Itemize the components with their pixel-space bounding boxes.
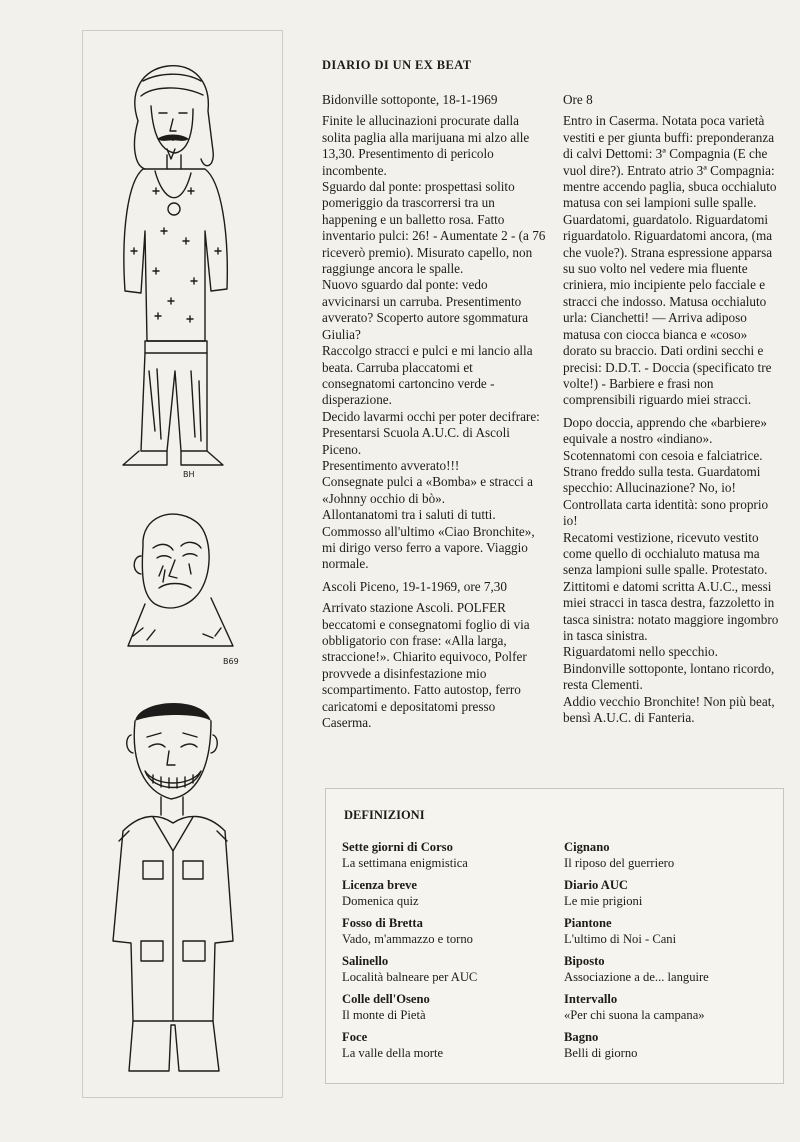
definition-item	[564, 877, 774, 906]
article-left-column	[322, 92, 546, 731]
definitions-left-list	[342, 839, 552, 1067]
definition-item	[342, 991, 552, 1020]
article-title: DIARIO DI UN EX BEAT	[322, 58, 472, 72]
definition-term: Fosso di Bretta	[342, 916, 423, 930]
diary-paragraph: Nuovo sguardo dal ponte: vedo avvicinarsi un carruba. Presentimento avverato? Scoperto autore sgommatura Giulia?	[322, 277, 529, 342]
definition-meaning: Vado, m'ammazzo e torno	[342, 932, 473, 946]
diary-paragraph: Arrivato stazione Ascoli. POLFER beccatomi e consegnatomi foglio di via obbligatorio con frase: «Alla larga, straccione!». Chiarito equivoco, Polfer provvede a disinfestazione mio scompartimento. Fatto autostop, ferro caricatomi e depositatomi presso Caserma.	[322, 600, 530, 731]
definition-item	[342, 953, 552, 982]
definition-meaning: «Per chi suona la campana»	[564, 1008, 705, 1022]
definition-term: Foce	[342, 1030, 368, 1044]
diary-paragraph: Recatomi vestizione, ricevuto vestito come quello di occhialuto matusa ma senza lampioni sulle spalle. Protestato. Zittitomi e datomi scritta A.U.C., messi miei stracci in tasca destra, fazzoletto in tasca sinistra: notato maggiore ingombro in tasca sinistra.	[563, 529, 779, 643]
definition-item	[564, 953, 774, 982]
definition-item	[342, 1029, 552, 1058]
definition-term: Intervallo	[564, 992, 618, 1006]
definition-meaning: Associazione a de... languire	[564, 970, 709, 984]
definition-meaning: La valle della morte	[342, 1046, 444, 1060]
diary-paragraph: Consegnate pulci a «Bomba» e stracci a «Johnny occhio di bò».	[322, 474, 533, 506]
definition-term: Colle dell'Oseno	[342, 992, 430, 1006]
definition-term: Licenza breve	[342, 878, 417, 892]
definition-item	[564, 839, 774, 868]
definition-item	[564, 991, 774, 1020]
illustrations-panel	[82, 30, 283, 1098]
definition-meaning: Le mie prigioni	[564, 894, 643, 908]
diary-paragraph: Bindonville sottoponte, lontano ricordo, resta Clementi.	[563, 660, 775, 693]
diary-entry-heading: Bidonville sottoponte, 18-1-1969	[322, 92, 498, 107]
definition-term: Sette giorni di Corso	[342, 840, 453, 854]
definition-item	[342, 915, 552, 944]
definition-term: Salinello	[342, 954, 389, 968]
diary-paragraph: Allontanatomi tra i saluti di tutti. Commosso all'ultimo «Ciao Bronchite», mi dirigo verso ferro a vapore. Viaggio normale.	[322, 507, 535, 572]
definition-meaning: Belli di giorno	[564, 1046, 638, 1060]
definitions-title: DEFINIZIONI	[344, 808, 425, 822]
diary-entry-heading: Ore 8	[563, 92, 593, 107]
article-right-column	[563, 92, 782, 726]
svg-text:B69: B69	[223, 657, 239, 666]
diary-paragraph: Sguardo dal ponte: prospettasi solito pomeriggio da trascorrersi tra un happening e un balletto rosa. Fatto inventario pulci: 26! - Aumentate 2 - (a 76 riceverò premio). Misurato capello, non raggiunge ancora le spalle.	[322, 179, 546, 277]
definition-term: Bagno	[564, 1030, 599, 1044]
definition-item	[564, 915, 774, 944]
diary-paragraph: Finite le allucinazioni procurate dalla solita paglia alla marijuana mi alzo alle 13,30. Presentimento di pericolo incombente.	[322, 113, 530, 178]
definition-meaning: Domenica quiz	[342, 894, 419, 908]
definition-term: Diario AUC	[564, 878, 629, 892]
definition-term: Cignano	[564, 840, 610, 854]
definition-meaning: Il riposo del guerriero	[564, 856, 675, 870]
definitions-right-list	[564, 839, 774, 1067]
diary-paragraph: Entro in Caserma. Notata poca varietà vestiti e per giunta buffi: preponderanza di calvi Dettomi: 3ª Compagnia (E che vuol dire?). Entrato atrio 3ª Compagnia: mentre accendo paglia, sbuca occhialuto matusa con sei lampioni sulle spalle. Guardatomi, guardatolo. Riguardatomi riguardatolo. Riguardatomi ancora, (ma che vuole?). Strana espressione apparsa su suo volto nel vedere mia fluente criniera, mio incipiente pelo facciale e stracci che indosso. Matusa occhialuto urla: Cianchetti! — Arriva adiposo matusa con ciocca bianca e «coso» dorato su braccio. Dati ordini secchi e precisi: D.D.T. - Doccia (specificato tre volte!) - Barbiere e frasi non comprensibili riguardo miei stracci.	[563, 113, 777, 408]
definition-meaning: La settimana enigmistica	[342, 856, 468, 870]
diary-paragraph: Addio vecchio Bronchite! Non più beat, bensì A.U.C. di Fanteria.	[563, 693, 775, 726]
grinning-soldier-cartoon	[83, 691, 282, 1091]
diary-entry-heading: Ascoli Piceno, 19-1-1969, ore 7,30	[322, 578, 507, 594]
definition-meaning: Il monte di Pietà	[342, 1008, 426, 1022]
crying-shaved-recruit-cartoon	[83, 486, 282, 686]
definition-term: Biposto	[564, 954, 605, 968]
diary-paragraph: Presentimento avverato!!!	[322, 457, 460, 473]
diary-paragraph: Dopo doccia, apprendo che «barbiere» equivale a nostro «indiano». Scotennatomi con cesoia e falciatrice. Strano freddo sulla testa. Guardatomi specchio: Allucinazione? No, io! Controllata carta identità: sono proprio io!	[563, 414, 769, 529]
beat-hippie-cartoon	[83, 51, 282, 481]
definition-item	[342, 839, 552, 868]
diary-paragraph: Raccolgo stracci e pulci e mi lancio alla beata. Carruba placcatomi et consegnatomi cartoncino verde - disperazione.	[322, 343, 533, 408]
definition-term: Piantone	[564, 916, 612, 930]
diary-paragraph: Decido lavarmi occhi per poter decifrare: Presentarsi Scuola A.U.C. di Ascoli Piceno.	[322, 408, 540, 457]
svg-text:BH: BH	[183, 470, 195, 479]
definition-meaning: L'ultimo di Noi - Cani	[564, 932, 677, 946]
definition-meaning: Località balneare per AUC	[342, 970, 478, 984]
definition-item	[342, 877, 552, 906]
definition-item	[564, 1029, 774, 1058]
definitions-box	[325, 788, 784, 1084]
diary-paragraph: Riguardatomi nello specchio.	[563, 644, 718, 660]
